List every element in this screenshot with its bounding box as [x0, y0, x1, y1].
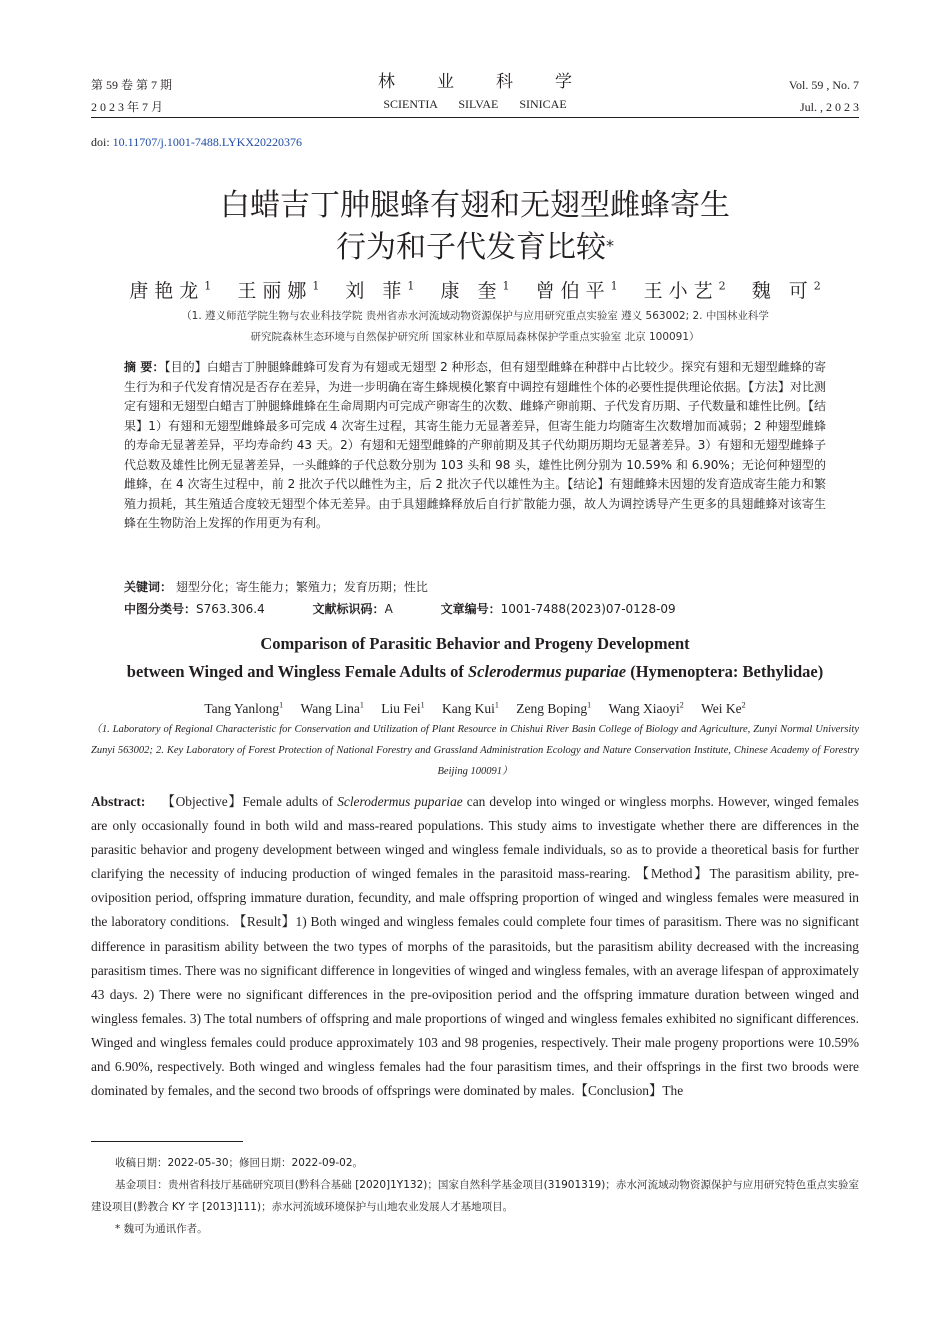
- author-en: Tang Yanlong$^1$: [204, 700, 284, 716]
- species-name: Sclerodermus pupariae: [337, 794, 463, 809]
- corresponding-mark: *: [606, 236, 614, 255]
- author-cn: 曾伯平$^1$: [535, 280, 618, 303]
- keywords-cn-label: 关键词：: [124, 580, 173, 594]
- footnote-divider: [91, 1141, 243, 1142]
- abstract-cn: [124, 358, 826, 534]
- footnote-funding: 基金项目：贵州省科技厅基础研究项目(黔科合基础 [2020]1Y132)；国家自然科学基金项目(31901319)；赤水河流域动物资源保护与应用研究特色重点实验室建设项目(黔教合 KY 字 [2013]111)；赤水河流域环境保护与山地农业发展人才基地项目。: [91, 1179, 859, 1213]
- clc-number: 中图分类号：S763.306.4: [124, 602, 265, 616]
- journal-name-en: SCIENTIA SILVAE SINICAE: [383, 97, 567, 111]
- classification-line: [124, 599, 826, 619]
- title-cn-line1: 白蜡吉丁肿腿蜂有翅和无翅型雌蜂寄生: [220, 188, 730, 223]
- title-cn-line2: 行为和子代发育比较*: [336, 230, 614, 265]
- author-cn: 王小艺$^2$: [643, 280, 726, 303]
- footnote-corresponding: * 魏可为通讯作者。: [115, 1223, 208, 1235]
- affiliation-cn-line1: （1. 遵义师范学院生物与农业科技学院 贵州省赤水河流域动物资源保护与应用研究重点实验室 遵义 563002; 2. 中国林业科学: [181, 310, 769, 322]
- author-en: Zeng Boping$^1$: [516, 700, 592, 716]
- date-cn: 2 0 2 3 年 7 月: [91, 100, 164, 114]
- author-cn: 王丽娜$^1$: [237, 280, 320, 303]
- article-title-cn: [91, 185, 859, 269]
- title-en-line2: between Winged and Wingless Female Adults of Sclerodermus pupariae (Hymenoptera: Bethylidae): [126, 662, 824, 681]
- date-en: Jul. , 2 0 2 3: [799, 100, 859, 114]
- author-en: Liu Fei$^1$: [381, 700, 425, 716]
- author-cn: 康 奎$^1$: [440, 280, 510, 303]
- author-cn: 唐艳龙$^1$: [129, 280, 212, 303]
- doi-line: [91, 135, 302, 150]
- title-en-line1: Comparison of Parasitic Behavior and Progeny Development: [260, 634, 690, 653]
- author-en: Kang Kui$^1$: [441, 700, 499, 716]
- volume-issue-cn: 第 59 卷 第 7 期: [91, 78, 173, 92]
- keywords-cn-text: 翅型分化；寄生能力；繁殖力；发育历期；性比: [175, 580, 428, 594]
- author-en: Wang Xiaoyi$^2$: [608, 700, 684, 716]
- abstract-cn-text: 【目的】白蜡吉丁肿腿蜂雌蜂可发育为有翅或无翅型 2 种形态，但有翅型雌蜂在种群中占比较少。探究有翅和无翅型雌蜂的寄生行为和子代发育情况是否存在差异，为进一步明确在寄生蜂规模化繁育中调控有翅雌性个体的必要性提供理论依据。【方法】对比测定有翅和无翅型白蜡吉丁肿腿蜂雌蜂在生命周期内可完成产卵寄生的次数、雌蜂产卵前期、子代发育历期、子代数量和雄性比例。【结果】1）有翅和无翅型雌蜂最多可完成 4 次寄生过程，其寄生能力无显著差异，但寄生能力均随寄生次数增加而减弱；2 种翅型雌蜂的寿命无显著差异，平均寿命约 43 天。2）有翅和无翅型雌蜂的产卵前期及其子代幼期历期均无显著差异。3）有翅和无翅型雌蜂子代总数及雄性比例无显著差异，一头雌蜂的子代总数分别为 103 头和 98 头，雄性比例分别为 10.59% 和 6.90%；无论何种翅型的雌蜂，在 4 次寄生过程中，前 2 批次子代以雌性为主，后 2 批次子代以雄性为主。【结论】有翅雌蜂未因翅的发育造成寄生能力和繁殖力损耗，其生殖适合度较无翅型个体无差异。由于具翅雌蜂释放后自行扩散能力强，故人为调控诱导产生更多的具翅雌蜂对该寄生蜂在生物防治上发挥的作用更为有利。: [124, 360, 827, 530]
- species-name: Sclerodermus pupariae: [468, 662, 627, 681]
- journal-name-cn: 林业科学: [378, 72, 614, 92]
- affiliations-en: （1. Laboratory of Regional Characteristic for Conservation and Utilization of Plant Resource in Chishui River Basin College of Biology and Agriculture, Zunyi Normal University Zunyi 563002; 2. Key Laboratory of Forest Protection of National Forestry and Grassland Administration Ecology and Nature Conservation Institute, Chinese Academy of Forestry Beijing 100091）: [91, 724, 859, 777]
- author-en: Wei Ke$^2$: [701, 700, 746, 716]
- author-cn: 魏 可$^2$: [751, 280, 821, 303]
- article-title-en: [91, 630, 859, 686]
- doi-link[interactable]: 10.11707/j.1001-7488.LYKX20220376: [112, 135, 303, 149]
- volume-issue-en: Vol. 59 , No. 7: [788, 78, 859, 92]
- abstract-en: Abstract: 【Objective】Female adults of Sclerodermus pupariae can develop into winged or wingless morphs. However, winged females are only occasionally found in both wild and mass-reared populations. This study aims to investigate whether there are differences in the parasitic behavior and progeny development between winged and wingless female individuals, so as to provide a theoretical basis for further clarifying the necessity of inducing production of winged females in the parasitoid mass-rearing. 【Method】The parasitism ability, pre-oviposition period, offspring immature duration, fecundity, and male offspring proportion of winged and wingless females were measured in the laboratory conditions. 【Result】1) Both winged and wingless females could complete four times of parasitism. There was no significant difference in parasitism ability between the two types of morphs of the parasitoids, but the parasitism ability decreased with the increasing parasitism times. There was no significant difference in longevities of winged and wingless females, with an average lifespan of approximately 43 days. 2) There were no significant differences in the pre-oviposition period and the offspring immature duration between winged and wingless females. 3) The total numbers of offspring and male proportions of winged and wingless females exhibited no significant differences. Winged and wingless females could produce approximately 103 and 98 progenies, respectively. Their male progeny proportions were 10.59% and 6.90%, respectively. Both winged and wingless females had the four parasitism times, and their offsprings in the first two broods were dominated by females, and the second two broods of offsprings were dominated by males.【Conclusion】The: [91, 794, 859, 1099]
- footnote-received: 收稿日期：2022-05-30；修回日期：2022-09-02。: [115, 1157, 364, 1169]
- footnotes: [91, 1152, 859, 1240]
- authors-en: [91, 694, 859, 720]
- abstract-en-label: Abstract:: [91, 794, 146, 809]
- author-en: Wang Lina$^1$: [300, 700, 364, 716]
- doi-label: doi:: [91, 135, 110, 149]
- author-cn: 刘 菲$^1$: [345, 280, 415, 303]
- header-center: [91, 70, 859, 114]
- keywords-cn: [124, 577, 826, 597]
- document-code: 文献标识码：A: [312, 602, 393, 616]
- affiliations-cn: [91, 306, 859, 348]
- affiliation-cn-line2: 研究院森林生态环境与自然保护研究所 国家林业和草原局森林保护学重点实验室 北京 100091）: [250, 331, 700, 343]
- header-right: [789, 74, 859, 118]
- authors-cn: [91, 273, 859, 305]
- journal-header: [91, 70, 859, 120]
- header-divider: [91, 117, 859, 118]
- article-number: 文章编号：1001-7488(2023)07-0128-09: [440, 602, 676, 616]
- abstract-cn-label: 摘 要：: [124, 360, 165, 374]
